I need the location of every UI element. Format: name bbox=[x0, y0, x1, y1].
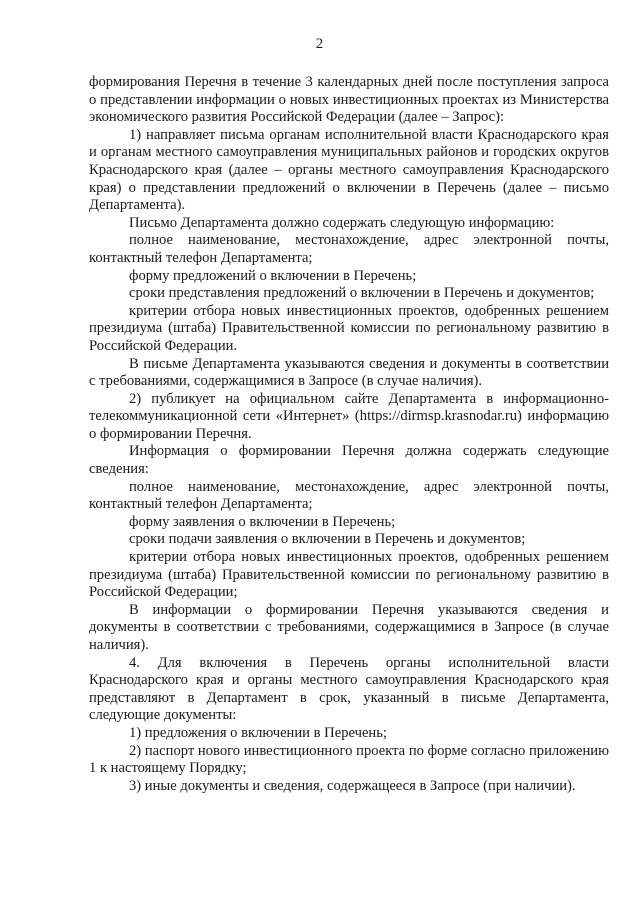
paragraph-item-2: 2) публикует на официальном сайте Департамента в информационно-телекоммуникационной сети «Интернет» (https://dirmsp.krasnodar.ru) информацию о формировании Перечня. bbox=[89, 390, 609, 442]
paragraph-doc-2: 2) паспорт нового инвестиционного проекта по форме согласно приложению 1 к настоящему Порядку; bbox=[89, 742, 609, 777]
paragraph-letter-content: Письмо Департамента должно содержать следующую информацию: bbox=[129, 214, 555, 231]
paragraph-letter-deadlines: сроки представления предложений о включении в Перечень и документов; bbox=[129, 285, 595, 302]
paragraph-letter-form: форму предложений о включении в Перечень; bbox=[129, 267, 417, 284]
paragraph-letter-contacts: полное наименование, местонахождение, адрес электронной почты, контактный телефон Департамента; bbox=[89, 232, 609, 266]
paragraph-section-4: 4. Для включения в Перечень органы исполнительной власти Краснодарского края и органы местного самоуправления Краснодарского края представляют в Департамент в срок, указанный в письме Департамента, следующие документы: bbox=[89, 654, 609, 724]
paragraph-letter-documents: В письме Департамента указываются сведения и документы в соответствии с требованиями, содержащимися в Запросе (в случае наличия). bbox=[89, 355, 609, 390]
paragraph-info-form: форму заявления о включении в Перечень; bbox=[129, 513, 396, 530]
page-number: 2 bbox=[315, 36, 324, 52]
document-body bbox=[89, 74, 609, 795]
paragraph-info-contacts: полное наименование, местонахождение, адрес электронной почты, контактный телефон Департамента; bbox=[89, 478, 609, 513]
paragraph-info-content: Информация о формировании Перечня должна содержать следующие сведения: bbox=[89, 443, 609, 478]
paragraph-intro: формирования Перечня в течение 3 календарных дней после поступления запроса о представлении информации о новых инвестиционных проектах из Министерства экономического развития Российской Федерации (далее – Запрос): bbox=[89, 74, 609, 126]
paragraph-item-1: 1) направляет письма органам исполнительной власти Краснодарского края и органам местного самоуправления муниципальных районов и городских округов Краснодарского края (далее – органы местного самоуправления Краснодарского края) о представлении предложений о включении в Перечень (далее – письмо Департамента). bbox=[89, 126, 609, 214]
paragraph-info-deadlines: сроки подачи заявления о включении в Перечень и документов; bbox=[129, 531, 526, 548]
paragraph-doc-1: 1) предложения о включении в Перечень; bbox=[129, 724, 387, 741]
paragraph-info-criteria: критерии отбора новых инвестиционных проектов, одобренных решением президиума (штаба) Правительственной комиссии по региональному развитию в Российской Федерации; bbox=[89, 549, 609, 601]
paragraph-info-documents: В информации о формировании Перечня указываются сведения и документы в соответствии с требованиями, содержащимися в Запросе (в случае наличия). bbox=[89, 601, 609, 653]
paragraph-doc-3: 3) иные документы и сведения, содержащееся в Запросе (при наличии). bbox=[129, 777, 576, 794]
paragraph-letter-criteria: критерии отбора новых инвестиционных проектов, одобренных решением президиума (штаба) Правительственной комиссии по региональному развитию в Российской Федерации. bbox=[89, 302, 609, 354]
